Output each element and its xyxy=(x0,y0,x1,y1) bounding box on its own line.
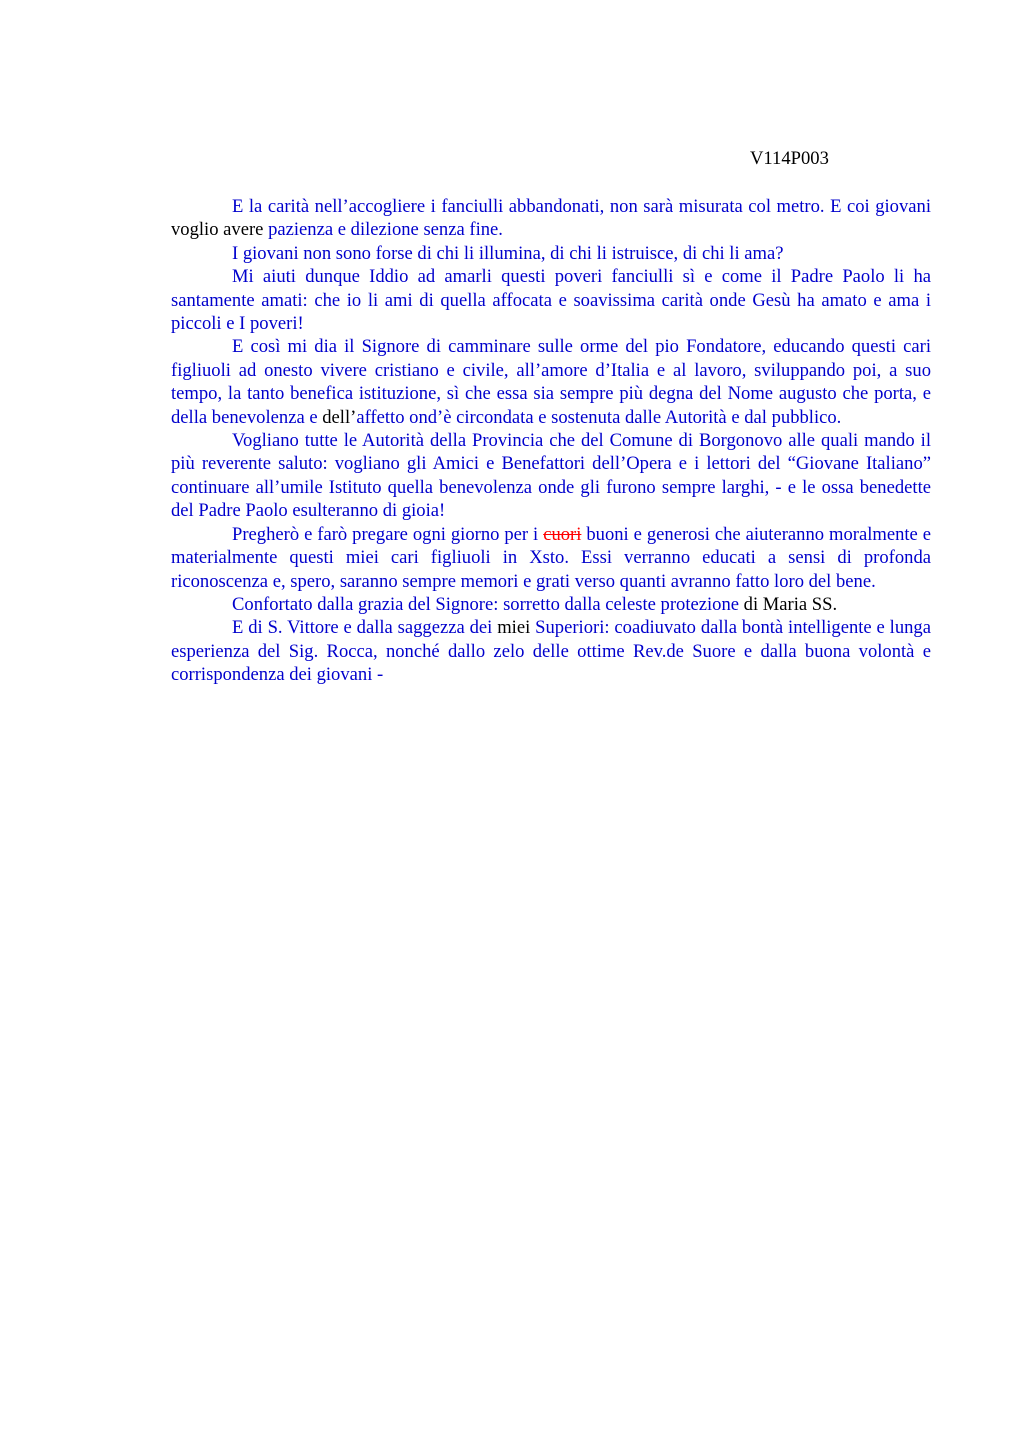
paragraph-5-text: Vogliano tutte le Autorità della Provincia che del Comune di Borgonovo alle quali mando il più reverente saluto: vogliano gli Amici e Benefattori dell’Opera e i lettori del “Giovane Italiano” continuare all’umile Istituto quella benevolenza onde gli furono sempre larghi, - e le ossa benedette del Padre Paolo esulteranno di gioia! xyxy=(171,430,931,522)
paragraph-2 xyxy=(171,242,931,265)
paragraph-8-text-c: Superiori: coadiuvato dalla bontà intelligente e lunga esperienza del Sig. Rocca, nonché dallo zelo delle ottime Rev.de Suore e dalla buona volontà e corrispondenza dei giovani - xyxy=(171,617,931,686)
paragraph-8-text-a: E di S. Vittore e dalla saggezza dei xyxy=(232,617,498,639)
deleted-word: cuori xyxy=(543,523,582,545)
paragraph-1-text-c: pazienza e dilezione senza fine. xyxy=(263,219,503,241)
paragraph-3-text: Mi aiuti dunque Iddio ad amarli questi poveri fanciulli sì e come il Padre Paolo li ha santamente amati: che io li ami di quella affocata e soavissima carità onde Gesù ha amato e ama i piccoli e I poveri! xyxy=(171,266,931,335)
paragraph-1 xyxy=(171,195,931,242)
paragraph-4 xyxy=(171,335,931,429)
paragraph-1-text-b: voglio avere xyxy=(171,219,264,241)
paragraph-7-text-a: Confortato dalla grazia del Signore: sorretto dalla celeste protezione xyxy=(232,593,739,615)
paragraph-4-text-b: dell’ xyxy=(322,406,357,428)
paragraph-2-text: I giovani non sono forse di chi li illumina, di chi li istruisce, di chi li ama? xyxy=(232,242,784,264)
paragraph-1-text-a: E la carità nell’accogliere i fanciulli abbandonati, non sarà misurata col metro. E coi giovani xyxy=(232,196,931,217)
paragraph-4-text-a: E così mi dia il Signore di camminare sulle orme del pio Fondatore, educando questi cari figliuoli ad onesto vivere cristiano e civile, all’amore d’Italia e al lavoro, sviluppando poi, a suo tempo, la tanto benefica istituzione, sì che essa sia sempre più degna del Nome augusto che porta, e della benevolenza e xyxy=(171,336,931,428)
paragraph-5 xyxy=(171,429,931,523)
paragraph-4-text-c: affetto ond’è circondata e sostenuta dalle Autorità e dal pubblico. xyxy=(356,406,842,428)
paragraph-3 xyxy=(171,265,931,335)
paragraph-8 xyxy=(171,616,931,686)
paragraph-7-text-b: di Maria SS. xyxy=(739,593,838,615)
paragraph-8-text-b: miei xyxy=(497,617,531,639)
paragraph-6 xyxy=(171,523,931,593)
paragraph-6-text-c: buoni e generosi che aiuteranno moralmente e materialmente questi miei cari figliuoli in Xsto. Essi verranno educati a sensi di profonda riconoscenza e, spero, saranno sempre memori e grati verso quanti avranno fatto loro del bene. xyxy=(171,523,931,592)
paragraph-6-text-a: Pregherò e farò pregare ogni giorno per i xyxy=(232,523,544,545)
document-body xyxy=(171,195,931,687)
page-id: V114P003 xyxy=(750,148,829,169)
paragraph-7 xyxy=(171,593,931,616)
